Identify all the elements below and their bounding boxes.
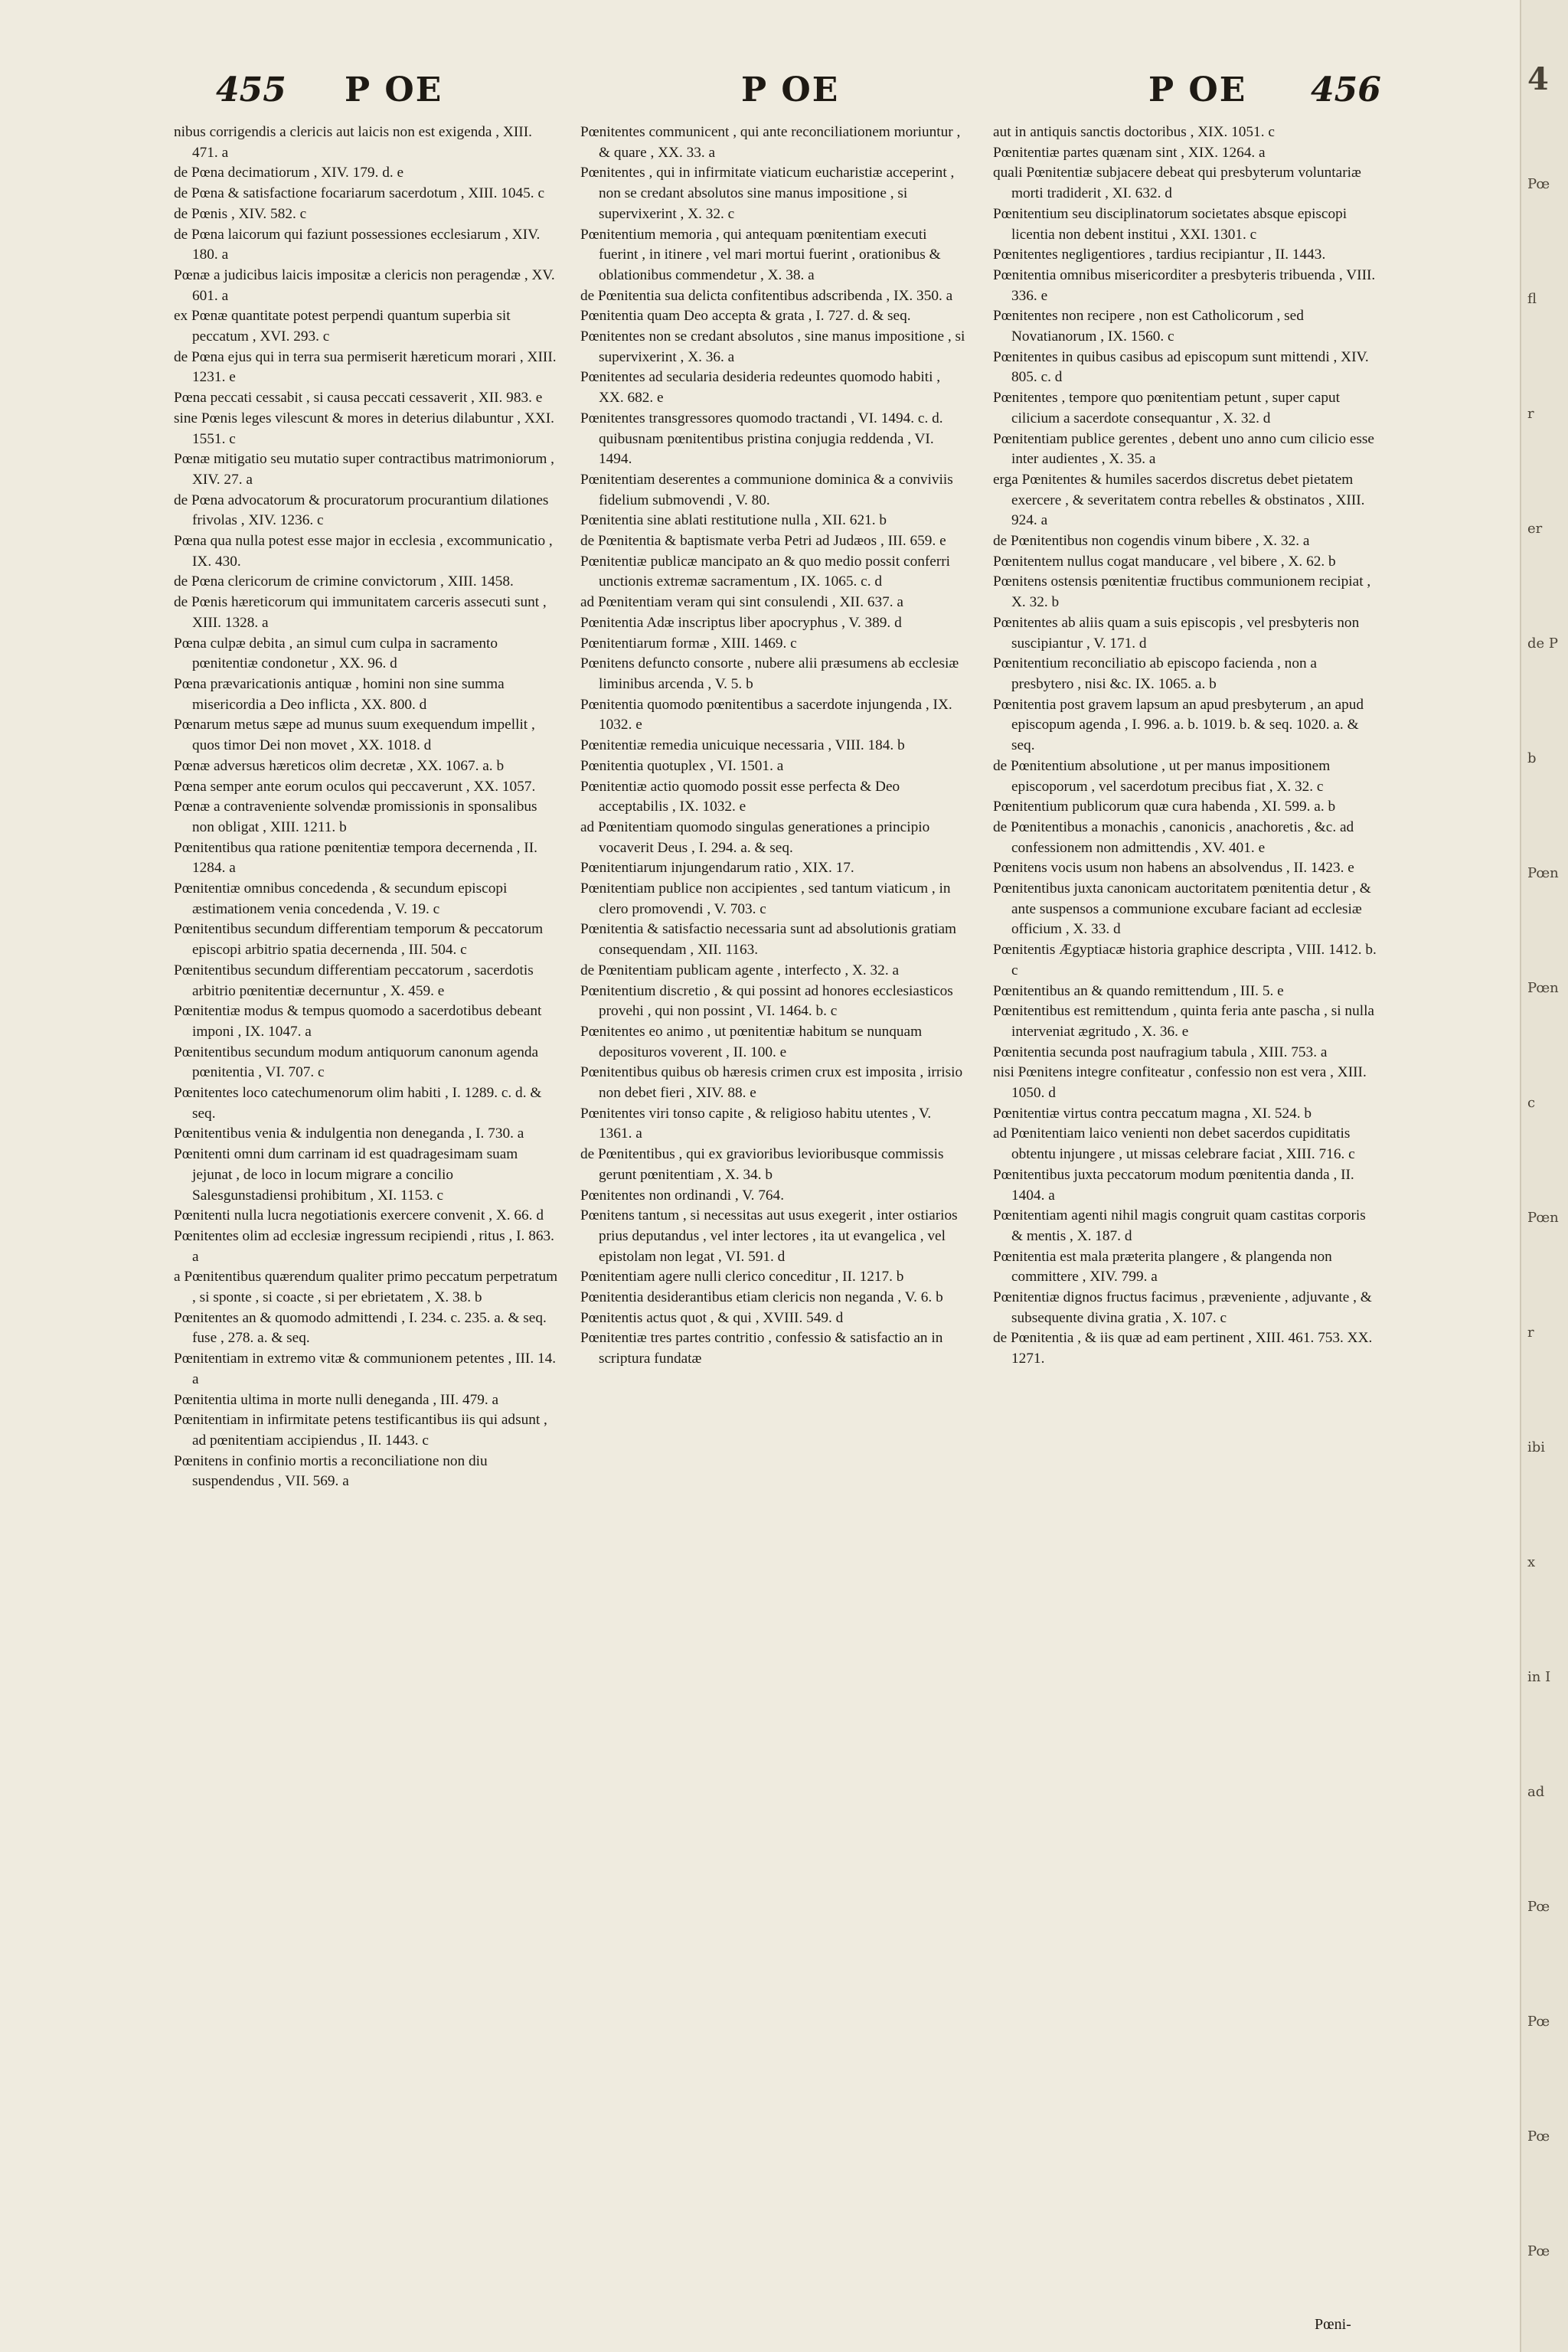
- index-entry: Pœnitentes communicent , qui ante reconciliationem moriuntur , & quare , XX. 33. a: [580, 124, 961, 161]
- index-entry: a Pœnitentibus quærendum qualiter primo peccatum perpetratum , si sponte , si coacte , si per ebrietatem , X. 38. b: [174, 1269, 558, 1306]
- adjacent-page-fragment: Pœ: [1527, 1899, 1550, 1915]
- index-entry: de Pœnitentia , & iis quæ ad eam pertinent , XIII. 461. 753. XX. 1271.: [993, 1330, 1373, 1367]
- index-entry: Pœnitentiam deserentes a communione dominica & a conviviis fidelium submovendi , V. 80.: [580, 471, 953, 508]
- index-entry: Pœnitentes non recipere , non est Catholicorum , sed Novatianorum , IX. 1560. c: [993, 308, 1304, 345]
- index-entry: Pœna prævaricationis antiquæ , homini non sine summa misericordia a Deo inflicta , XX. 800. d: [174, 675, 505, 713]
- running-head-left: P OE: [345, 70, 443, 109]
- index-entry: aut in antiquis sanctis doctoribus , XIX. 1051. c: [993, 124, 1275, 140]
- running-head-right: P OE: [1148, 70, 1247, 109]
- index-entry: Pœnitentium publicorum quæ cura habenda , XI. 599. a. b: [993, 799, 1336, 815]
- index-entry: erga Pœnitentes & humiles sacerdos discretus debet pietatem exercere , & severitatem contra rebelles & obstinatos , XIII. 924. a: [993, 471, 1365, 529]
- index-entry: Pœnitentibus secundum differentiam peccatorum , sacerdotis arbitrio pœnitentiæ decernuntur , X. 459. e: [174, 962, 534, 999]
- index-entry: Pœnitentibus an & quando remittendum , III. 5. e: [993, 982, 1284, 999]
- adjacent-page-fragment: 4: [1527, 61, 1549, 97]
- index-entry: Pœnæ a contraveniente solvendæ promissionis in sponsalibus non obligat , XIII. 1211. b: [174, 799, 537, 835]
- index-entry: Pœnarum metus sæpe ad munus suum exequendum impellit , quos timor Dei non movet , XX. 1018. d: [174, 717, 535, 754]
- index-entry: Pœnitentiæ actio quomodo possit esse perfecta & Deo acceptabilis , IX. 1032. e: [580, 778, 900, 815]
- index-column-3: [993, 122, 1380, 1370]
- index-entry: Pœnitentium memoria , qui antequam pœnitentiam executi fuerint , in itinere , vel mari mortui fuerint , orationibus & oblationibus commendetur , X. 38. a: [580, 226, 941, 283]
- index-entry: Pœnitentiæ remedia unicuique necessaria , VIII. 184. b: [580, 737, 905, 754]
- index-entry: Pœnitentibus secundum modum antiquorum canonum agenda pœnitentia , VI. 707. c: [174, 1044, 539, 1081]
- index-entry: Pœnitentes , qui in infirmitate viaticum eucharistiæ acceperint , non se credant absolutos sine manus impositione , si supervixerint , X. 32. c: [580, 165, 955, 222]
- index-entry: Pœnitentiam agere nulli clerico conceditur , II. 1217. b: [580, 1269, 904, 1285]
- index-entry: de Pœnitentibus non cogendis vinum bibere , X. 32. a: [993, 533, 1310, 550]
- index-entry: Pœnitentium seu disciplinatorum societates absque episcopi licentia non debent institui , XXI. 1301. c: [993, 205, 1348, 243]
- adjacent-page-fragment: er: [1527, 521, 1543, 537]
- index-entry: de Pœnis hæreticorum qui immunitatem carceris assecuti sunt , XIII. 1328. a: [174, 594, 547, 631]
- index-entry: ad Pœnitentiam veram qui sint consulendi , XII. 637. a: [580, 594, 903, 611]
- index-entry: Pœnæ mitigatio seu mutatio super contractibus matrimoniorum , XIV. 27. a: [174, 451, 554, 488]
- index-entry: de Pœnis , XIV. 582. c: [174, 205, 307, 222]
- index-entry: Pœnitentium reconciliatio ab episcopo facienda , non a presbytero , nisi &c. IX. 1065. a. b: [993, 655, 1317, 692]
- index-entry: Pœnitentia quam Deo accepta & grata , I. 727. d. & seq.: [580, 308, 911, 325]
- index-entry: Pœnitentes loco catechumenorum olim habiti , I. 1289. c. d. & seq.: [174, 1085, 542, 1122]
- index-entry: de Pœna laicorum qui faziunt possessiones ecclesiarum , XIV. 180. a: [174, 226, 541, 263]
- index-entry: Pœna qua nulla potest esse major in ecclesia , excommunicatio , IX. 430.: [174, 533, 553, 570]
- index-entry: Pœnitentia Adæ inscriptus liber apocryphus , V. 389. d: [580, 614, 902, 631]
- index-entry: Pœnitentiam in extremo vitæ & communionem petentes , III. 14. a: [174, 1351, 557, 1387]
- index-entry: Pœnitentiæ omnibus concedenda , & secundum episcopi æstimationem venia concedenda , V. 19. c: [174, 880, 508, 917]
- adjacent-page-fragment: Pœn: [1527, 865, 1559, 881]
- index-entry: Pœnitentiam in infirmitate petens testificantibus iis qui adsunt , ad pœnitentiam accipiendus , II. 1443. c: [174, 1412, 547, 1449]
- adjacent-page-fragment: c: [1527, 1095, 1536, 1111]
- index-entry: Pœnitentiarum formæ , XIII. 1469. c: [580, 635, 797, 652]
- index-entry: Pœnitentia est mala præterita plangere , & plangenda non committere , XIV. 799. a: [993, 1248, 1332, 1285]
- index-entry: Pœnitentia omnibus misericorditer a presbyteris tribuenda , VIII. 336. e: [993, 266, 1376, 304]
- index-entry: nibus corrigendis a clericis aut laicis non est exigenda , XIII. 471. a: [174, 124, 532, 161]
- index-entry: ex Pœnæ quantitate potest perpendi quantum superbia sit peccatum , XVI. 293. c: [174, 308, 511, 345]
- index-entry: de Pœna clericorum de crimine convictorum , XIII. 1458.: [174, 573, 514, 590]
- adjacent-page-fragment: fl: [1527, 291, 1537, 307]
- index-entry: de Pœnitentiam publicam agente , interfecto , X. 32. a: [580, 962, 900, 978]
- index-entry: Pœnitentia quotuplex , VI. 1501. a: [580, 757, 784, 774]
- index-entry: Pœnitentes non se credant absolutos , sine manus impositione , si supervixerint , X. 36. a: [580, 328, 965, 365]
- index-entry: quali Pœnitentiæ subjacere debeat qui presbyterum voluntariæ morti tradiderit , XI. 632. d: [993, 165, 1361, 202]
- index-entry: de Pœna decimatiorum , XIV. 179. d. e: [174, 165, 404, 181]
- index-entry: Pœnitentibus juxta canonicam auctoritatem pœnitentia detur , & ante suspensos a communione excubare faciant ad ecclesiæ officium , X. 33. d: [993, 880, 1371, 938]
- index-entry: de Pœnitentibus a monachis , canonicis , anachoretis , &c. ad confessionem non admittendis , XV. 401. e: [993, 818, 1354, 856]
- index-entry: Pœnitenti omni dum carrinam id est quadragesimam suam jejunat , de loco in locum migrare a concilio Salesgunstadiensi prohibitum , XI. 1153. c: [174, 1146, 518, 1204]
- adjacent-page-fragment: de P: [1527, 635, 1559, 652]
- index-entry: Pœna peccati cessabit , si causa peccati cessaverit , XII. 983. e: [174, 390, 543, 407]
- index-entry: Pœnitentiarum injungendarum ratio , XIX. 17.: [580, 860, 854, 877]
- index-entry: Pœnitens in confinio mortis a reconciliatione non diu suspendendus , VII. 569. a: [174, 1452, 488, 1490]
- index-entry: Pœnitentiæ publicæ mancipato an & quo medio possit conferri unctionis extremæ sacramentum , IX. 1065. c. d: [580, 553, 951, 590]
- page-number-right: 456: [1311, 70, 1381, 109]
- index-entry: Pœnitens tantum , si necessitas aut usus exegerit , inter ostiarios prius deputandus , vel inter lectores , ita ut evangelica , vel epistolam non legat , VI. 591. d: [580, 1207, 958, 1265]
- index-entry: de Pœnitentium absolutione , ut per manus impositionem episcoporum , vel sacerdotum precibus fiat , X. 32. c: [993, 757, 1331, 795]
- index-entry: Pœnitentes viri tonso capite , & religioso habitu utentes , V. 1361. a: [580, 1105, 932, 1142]
- index-entry: Pœna culpæ debita , an simul cum culpa in sacramento pœnitentiæ condonetur , XX. 96. d: [174, 635, 498, 672]
- index-entry: Pœnitens vocis usum non habens an absolvendus , II. 1423. e: [993, 860, 1354, 877]
- index-entry: Pœnitentiam publice non accipientes , sed tantum viaticum , in clero promovendi , V. 703. c: [580, 880, 951, 917]
- index-entry: ad Pœnitentiam quomodo singulas generationes a principio vocaverit Deus , I. 294. a. & seq.: [580, 818, 930, 856]
- index-entry: Pœnitentes , tempore quo pœnitentiam petunt , super caput cilicium a sacerdote consequantur , X. 32. d: [993, 390, 1341, 426]
- index-entry: de Pœnitentibus , qui ex gravioribus levioribusque commissis gerunt pœnitentiam , X. 34. b: [580, 1146, 944, 1183]
- index-entry: Pœnitentibus quibus ob hæresis crimen crux est imposita , irrisio non debet fieri , XIV. 88. e: [580, 1064, 963, 1102]
- index-column-2: [580, 122, 967, 1370]
- adjacent-page-fragment: Pœn: [1527, 980, 1559, 996]
- index-entry: Pœnitentia quomodo pœnitentibus a sacerdote injungenda , IX. 1032. e: [580, 696, 952, 733]
- index-entry: Pœnitentes ad secularia desideria redeuntes quomodo habiti , XX. 682. e: [580, 369, 941, 407]
- index-entry: Pœnitentia & satisfactio necessaria sunt ad absolutionis gratiam consequendam , XII. 1163.: [580, 921, 957, 959]
- index-entry: Pœnitentibus qua ratione pœnitentiæ tempora decernenda , II. 1284. a: [174, 839, 537, 877]
- index-entry: Pœnitentiam agenti nihil magis congruit quam castitas corporis & mentis , X. 187. d: [993, 1207, 1366, 1244]
- index-entry: Pœnitentibus venia & indulgentia non deneganda , I. 730. a: [174, 1125, 524, 1142]
- index-entry: Pœnitentem nullus cogat manducare , vel bibere , X. 62. b: [993, 553, 1336, 570]
- index-entry: Pœnitentiam publice gerentes , debent uno anno cum cilicio esse inter audientes , X. 35. a: [993, 430, 1374, 468]
- index-entry: Pœnæ adversus hæreticos olim decretæ , XX. 1067. a. b: [174, 757, 505, 774]
- index-entry: Pœnitens ostensis pœnitentiæ fructibus communionem recipiat , X. 32. b: [993, 573, 1371, 611]
- adjacent-page-fragment: Pœ: [1527, 2014, 1550, 2030]
- index-entry: de Pœna advocatorum & procuratorum procurantium dilationes frivolas , XIV. 1236. c: [174, 492, 549, 529]
- index-entry: Pœnitentes transgressores quomodo tractandi , VI. 1494. c. d. quibusnam pœnitentibus pristina conjugia reddenda , VI. 1494.: [580, 410, 943, 468]
- index-entry: Pœnitentibus est remittendum , quinta feria ante pascha , si nulla interveniat ægritudo , X. 36. e: [993, 1003, 1374, 1040]
- catchword: Pœni-: [1315, 2316, 1351, 2333]
- index-entry: Pœnitentium discretio , & qui possint ad honores ecclesiasticos provehi , qui non possint , VI. 1464. b. c: [580, 982, 953, 1020]
- adjacent-page-fragment: ad: [1527, 1784, 1545, 1800]
- adjacent-page-fragment: r: [1527, 406, 1534, 422]
- index-entry: de Pœnitentia sua delicta confitentibus adscribenda , IX. 350. a: [580, 287, 953, 304]
- index-entry: Pœnitentia ultima in morte nulli denegandа , III. 479. a: [174, 1391, 499, 1408]
- index-entry: Pœna semper ante eorum oculos qui peccaverunt , XX. 1057.: [174, 778, 536, 795]
- index-entry: Pœnitenti nulla lucra negotiationis exercere convenit , X. 66. d: [174, 1207, 544, 1224]
- adjacent-page-fragment: Pœ: [1527, 176, 1550, 192]
- index-entry: Pœnitentiæ partes quænam sint , XIX. 1264. a: [993, 144, 1266, 161]
- page-header: [0, 70, 1520, 116]
- index-entry: Pœnitentia desiderantibus etiam clericis non neganda , V. 6. b: [580, 1289, 943, 1306]
- running-head-center: P OE: [741, 70, 840, 109]
- index-entry: Pœnitentia post gravem lapsum an apud presbyterum , an apud episcopum agenda , I. 996. a. b. 1019. b. & seq. 1020. a. & seq.: [993, 696, 1364, 754]
- adjacent-page-fragment: ibi: [1527, 1439, 1546, 1455]
- adjacent-page-fragment: x: [1527, 1554, 1536, 1570]
- index-entry: Pœnitentes non ordinandi , V. 764.: [580, 1187, 785, 1204]
- index-entry: Pœnitentis Ægyptiacæ historia graphice descripta , VIII. 1412. b. c: [993, 942, 1377, 978]
- index-entry: Pœnitentes negligentiores , tardius recipiantur , II. 1443.: [993, 247, 1326, 263]
- index-entry: Pœnitentibus juxta peccatorum modum pœnitentia danda , II. 1404. a: [993, 1166, 1354, 1204]
- index-entry: Pœnitentiæ modus & tempus quomodo a sacerdotibus debeant imponi , IX. 1047. a: [174, 1003, 542, 1040]
- index-column-1: [174, 122, 560, 1492]
- adjacent-page-fragment: Pœ: [1527, 2243, 1550, 2259]
- index-entry: Pœnitentiæ dignos fructus facimus , præveniente , adjuvante , & subsequente divina gratia , X. 107. c: [993, 1289, 1372, 1326]
- index-entry: Pœnitentes olim ad ecclesiæ ingressum recipiendi , ritus , I. 863. a: [174, 1227, 554, 1265]
- index-entry: Pœnitentiæ virtus contra peccatum magna , XI. 524. b: [993, 1105, 1312, 1122]
- adjacent-page-fragment: in I: [1527, 1669, 1551, 1685]
- index-entry: de Pœnitentia & baptismate verba Petri ad Judæos , III. 659. e: [580, 533, 946, 550]
- index-entry: Pœnæ a judicibus laicis impositæ a clericis non peragendæ , XV. 601. a: [174, 266, 555, 304]
- index-entry: de Pœna & satisfactione focariarum sacerdotum , XIII. 1045. c: [174, 185, 545, 202]
- index-entry: Pœnitentes ab aliis quam a suis episcopis , vel presbyteris non suscipiantur , V. 171. d: [993, 614, 1360, 652]
- adjacent-page-fragment: b: [1527, 750, 1537, 766]
- index-entry: Pœnitentia secunda post naufragium tabula , XIII. 753. a: [993, 1044, 1328, 1060]
- index-entry: Pœnitentes in quibus casibus ad episcopum sunt mittendi , XIV. 805. c. d: [993, 348, 1369, 386]
- index-entry: sine Pœnis leges vilescunt & mores in deterius dilabuntur , XXI. 1551. c: [174, 410, 554, 447]
- index-entry: de Pœna ejus qui in terra sua permiserit hæreticum morari , XIII. 1231. e: [174, 348, 557, 386]
- index-entry: Pœnitentia sine ablati restitutione nulla , XII. 621. b: [580, 512, 887, 529]
- index-entry: ad Pœnitentiam laico venienti non debet sacerdos cupiditatis obtentu injungere , ut missas celebrare faciat , XIII. 716. c: [993, 1125, 1355, 1163]
- index-entry: Pœnitentes eo animo , ut pœnitentiæ habitum se nunquam deposituros voverent , II. 100. e: [580, 1023, 923, 1060]
- adjacent-page-fragment: Pœn: [1527, 1210, 1559, 1226]
- adjacent-page-edge: [1520, 0, 1568, 2352]
- adjacent-page-fragment: r: [1527, 1325, 1534, 1341]
- index-entry: Pœnitentes an & quomodo admittendi , I. 234. c. 235. a. & seq. fuse , 278. a. & seq.: [174, 1309, 547, 1347]
- index-entry: Pœnitens defuncto consorte , nubere alii præsumens ab ecclesiæ liminibus arcenda , V. 5. b: [580, 655, 959, 692]
- index-entry: Pœnitentibus secundum differentiam temporum & peccatorum episcopi arbitrio spatia decernenda , III. 504. c: [174, 921, 544, 959]
- page-number-left: 455: [216, 70, 286, 109]
- index-entry: Pœnitentiæ tres partes contritio , confessio & satisfactio an in scriptura fundatæ: [580, 1330, 943, 1367]
- index-entry: nisi Pœnitens integre confiteatur , confessio non est vera , XIII. 1050. d: [993, 1064, 1367, 1102]
- adjacent-page-fragment: Pœ: [1527, 2128, 1550, 2145]
- index-entry: Pœnitentis actus quot , & qui , XVIII. 549. d: [580, 1309, 844, 1326]
